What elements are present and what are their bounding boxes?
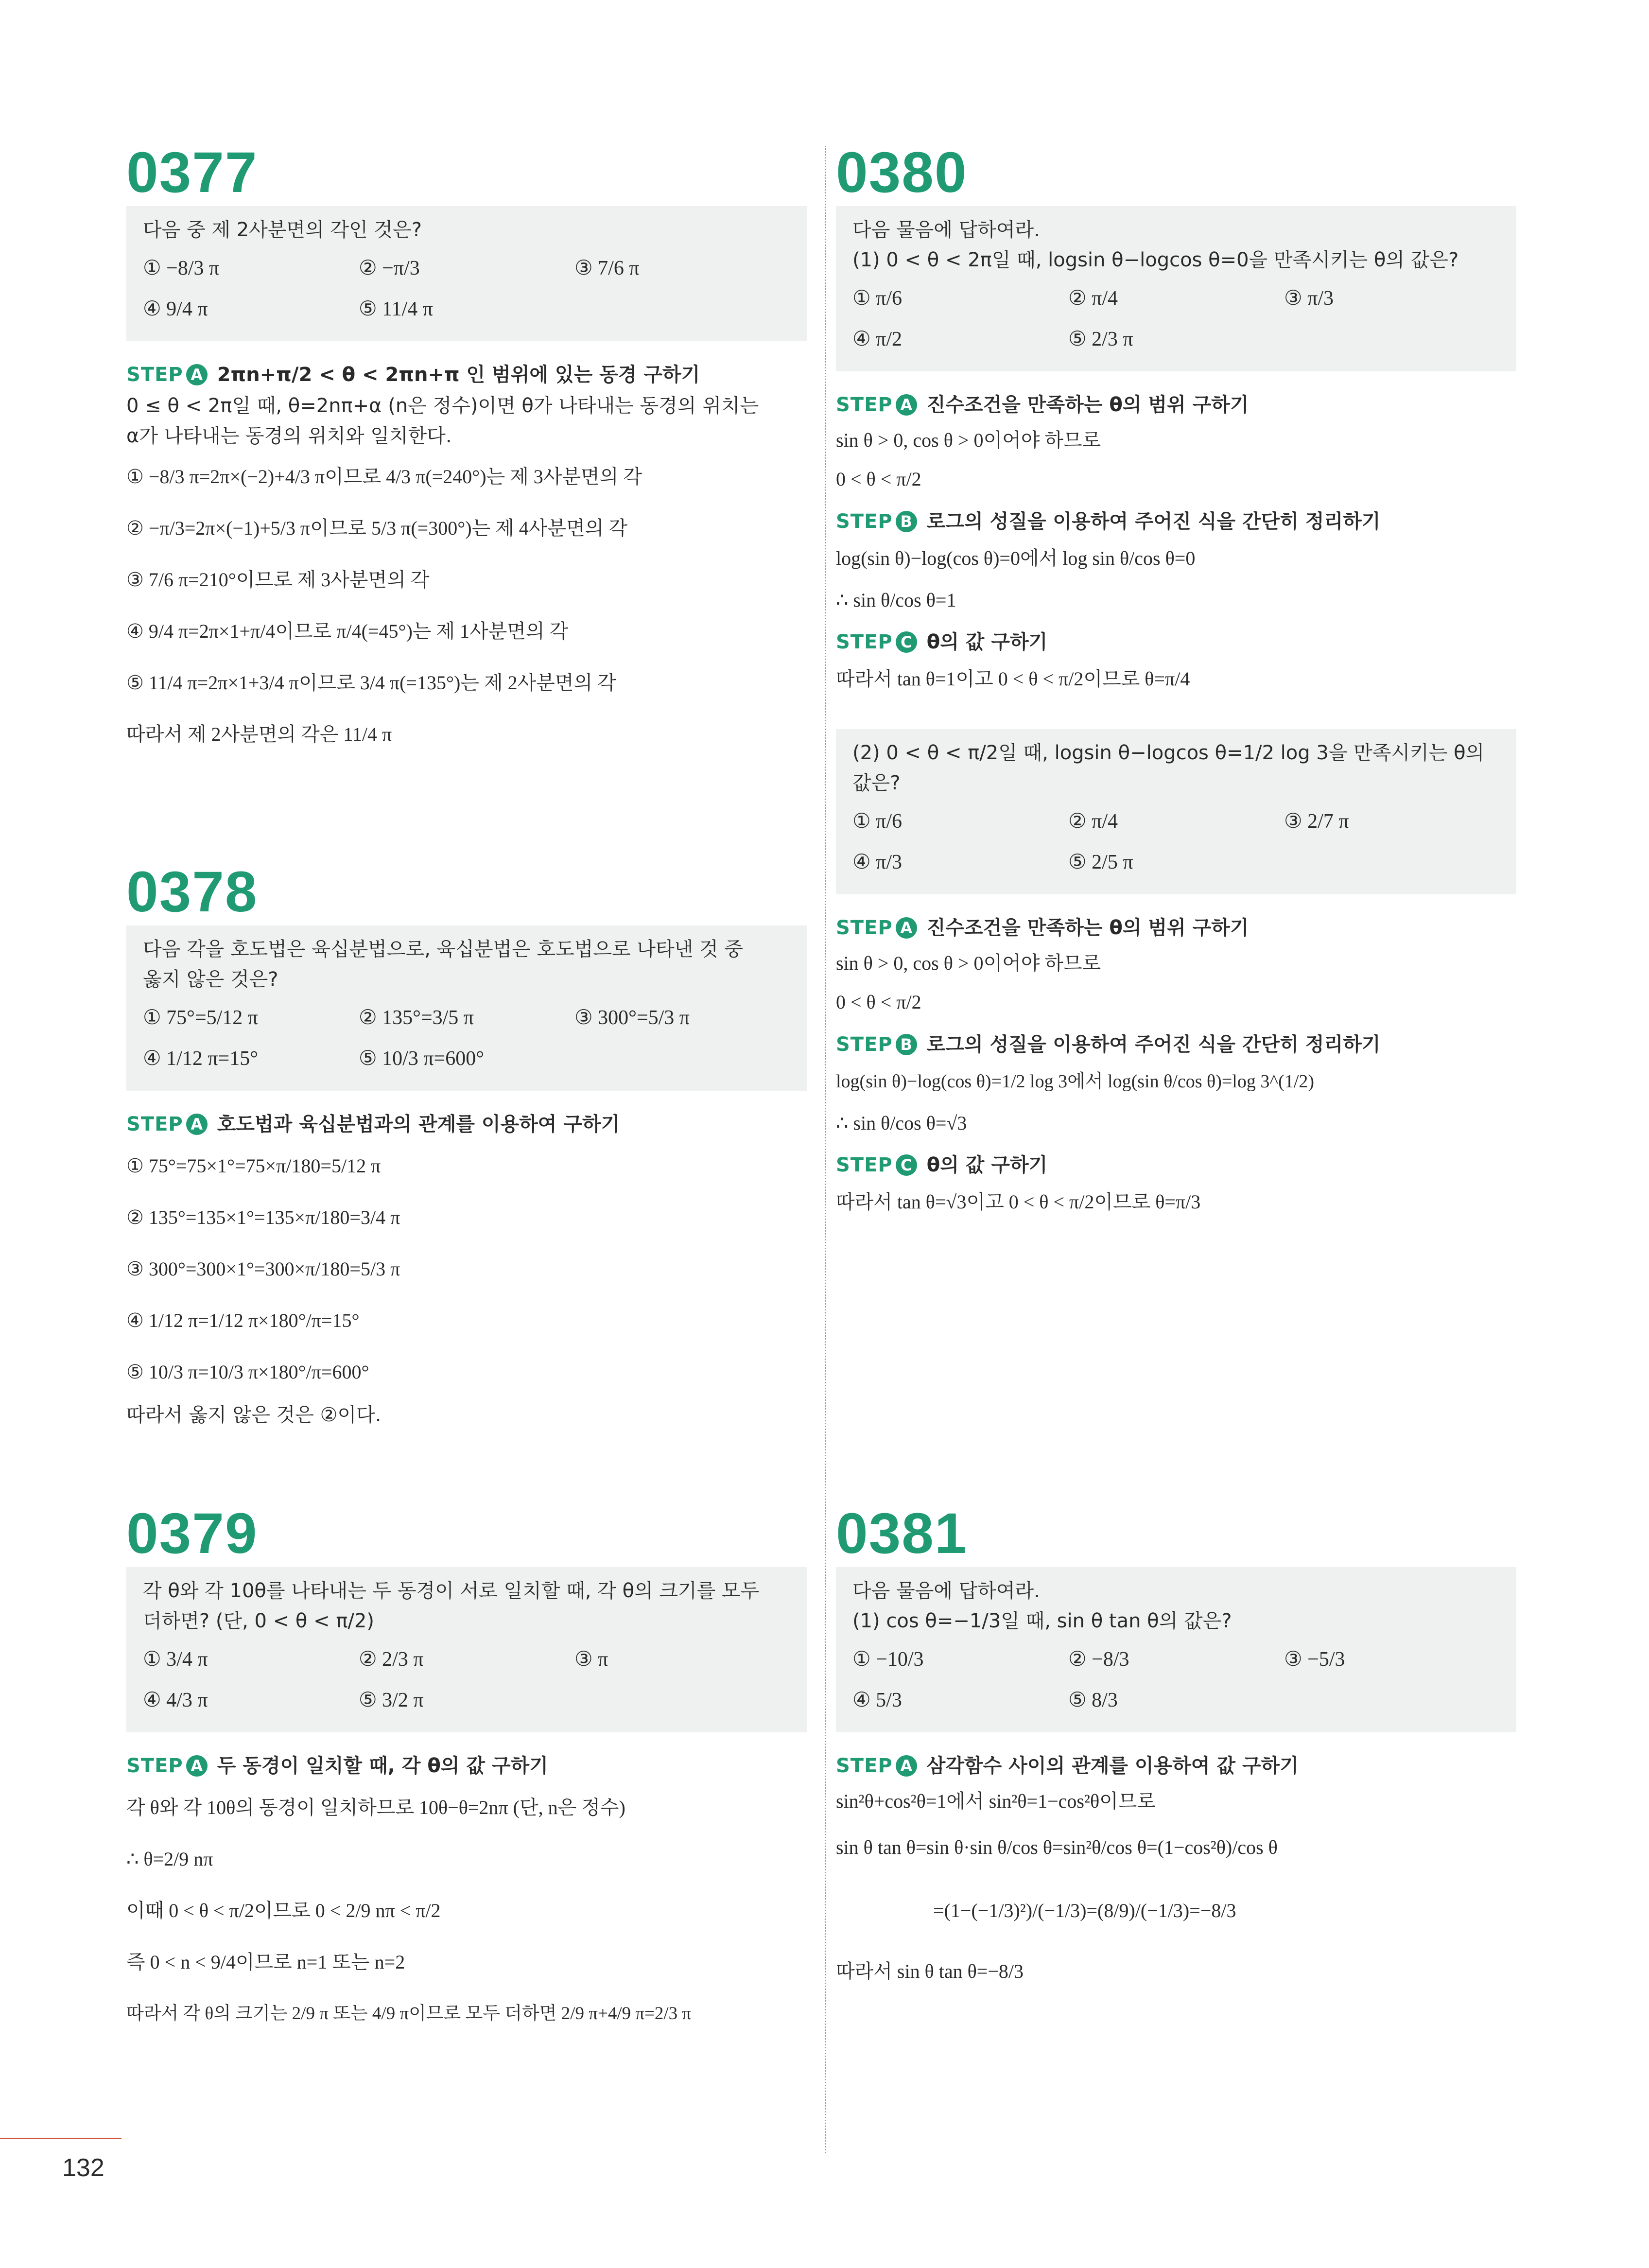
question-text: 옳지 않은 것은? bbox=[143, 968, 278, 991]
question-box bbox=[126, 925, 807, 1091]
solution-line: sin θ tan θ=sin θ·sin θ/cos θ=sin²θ/cos θ=(1−cos²θ)/cos θ bbox=[836, 1836, 1278, 1858]
choice-4[interactable]: ④ 9/4 π bbox=[143, 298, 208, 320]
step-label: STEP bbox=[836, 1154, 893, 1176]
page-number-rule bbox=[0, 2138, 122, 2139]
question-box bbox=[126, 1567, 807, 1732]
step-badge: A bbox=[186, 1114, 208, 1135]
page-number: 132 bbox=[62, 2154, 104, 2182]
choice-1[interactable]: ① −10/3 bbox=[852, 1648, 924, 1671]
problem-number: 0378 bbox=[126, 860, 258, 924]
step-heading bbox=[126, 1750, 807, 1782]
question-text: 다음 각을 호도법은 육십분법으로, 육십분법은 호도법으로 나타낸 것 중 bbox=[143, 938, 743, 960]
step-badge: A bbox=[896, 394, 917, 416]
solution-line: ④ 9/4 π=2π×1+π/4이므로 π/4(=45°)는 제 1사분면의 각 bbox=[126, 620, 569, 642]
step-label: STEP bbox=[836, 917, 893, 939]
step-heading bbox=[836, 389, 1516, 421]
solution-line: 따라서 각 θ의 크기는 2/9 π 또는 4/9 π이므로 모두 더하면 2/9 π+4/9 π=2/3 π bbox=[126, 2004, 692, 2024]
problem-number: 0379 bbox=[126, 1501, 258, 1566]
solution-line: ① 75°=75×1°=75×π/180=5/12 π bbox=[126, 1155, 381, 1177]
question-text: (2) 0 < θ < π/2일 때, logsin θ−logcos θ=1/2 log 3을 만족시키는 θ의 bbox=[852, 742, 1485, 764]
choice-list bbox=[852, 278, 1500, 360]
solution-line: ③ 7/6 π=210°이므로 제 3사분면의 각 bbox=[126, 569, 430, 591]
step-title: 삼각함수 사이의 관계를 이용하여 값 구하기 bbox=[926, 1755, 1299, 1777]
solution-line: sin²θ+cos²θ=1에서 sin²θ=1−cos²θ이므로 bbox=[836, 1790, 1156, 1812]
step-title: 로그의 성질을 이용하여 주어진 식을 간단히 정리하기 bbox=[926, 1033, 1381, 1056]
problem-number: 0380 bbox=[836, 140, 968, 205]
choice-5[interactable]: ⑤ 10/3 π=600° bbox=[359, 1047, 485, 1070]
question-text: (1) 0 < θ < 2π일 때, logsin θ−logcos θ=0을 만족시키는 θ의 값은? bbox=[852, 249, 1459, 271]
choice-1[interactable]: ① π/6 bbox=[852, 810, 903, 833]
solution-line: ∴ θ=2/9 nπ bbox=[126, 1848, 213, 1870]
step-heading bbox=[836, 1149, 1516, 1181]
choice-2[interactable]: ② π/4 bbox=[1068, 287, 1118, 310]
solution-line: =(1−(−1/3)²)/(−1/3)=(8/9)/(−1/3)=−8/3 bbox=[933, 1900, 1236, 1921]
step-label: STEP bbox=[836, 631, 893, 653]
choice-3[interactable]: ③ 300°=5/3 π bbox=[574, 1007, 690, 1029]
step-title: 진수조건을 만족하는 θ의 범위 구하기 bbox=[926, 394, 1249, 416]
step-heading bbox=[836, 626, 1516, 658]
solution-line: α가 나타내는 동경의 위치와 일치한다. bbox=[126, 425, 452, 447]
choice-2[interactable]: ② 2/3 π bbox=[359, 1648, 424, 1671]
solution-line: ② −π/3=2π×(−1)+5/3 π이므로 5/3 π(=300°)는 제 4사분면의 각 bbox=[126, 517, 628, 539]
step-title: 호도법과 육십분법과의 관계를 이용하여 구하기 bbox=[217, 1113, 620, 1135]
step-title: 로그의 성질을 이용하여 주어진 식을 간단히 정리하기 bbox=[926, 510, 1381, 533]
step-label: STEP bbox=[126, 364, 183, 386]
solution-line: log(sin θ)−log(cos θ)=0에서 log sin θ/cos θ=0 bbox=[836, 547, 1196, 569]
choice-2[interactable]: ② 135°=3/5 π bbox=[359, 1007, 474, 1029]
problem-number: 0381 bbox=[836, 1501, 968, 1566]
solution-line: log(sin θ)−log(cos θ)=1/2 log 3에서 log(sin θ/cos θ)=log 3^(1/2) bbox=[836, 1071, 1315, 1092]
step-label: STEP bbox=[126, 1113, 183, 1135]
choice-2[interactable]: ② −8/3 bbox=[1068, 1648, 1129, 1671]
step-heading bbox=[126, 1108, 807, 1140]
step-title: 두 동경이 일치할 때, 각 θ의 값 구하기 bbox=[217, 1755, 548, 1777]
choice-2[interactable]: ② π/4 bbox=[1068, 810, 1118, 833]
solution-line: ⑤ 11/4 π=2π×1+3/4 π이므로 3/4 π(=135°)는 제 2사분면의 각 bbox=[126, 672, 616, 694]
solution-line: 따라서 sin θ tan θ=−8/3 bbox=[836, 1960, 1024, 1982]
problem-0381 bbox=[836, 1502, 1516, 1996]
step-label: STEP bbox=[836, 1755, 893, 1777]
solution-line: ② 135°=135×1°=135×π/180=3/4 π bbox=[126, 1206, 400, 1228]
problem-0379 bbox=[126, 1502, 807, 2040]
step-label: STEP bbox=[126, 1755, 183, 1777]
step-label: STEP bbox=[836, 1033, 893, 1056]
solution-line: 각 θ와 각 10θ의 동경이 일치하므로 10θ−θ=2nπ (단, n은 정수) bbox=[126, 1797, 625, 1818]
question-box bbox=[836, 206, 1516, 371]
step-heading bbox=[836, 1029, 1516, 1061]
step-badge: A bbox=[186, 364, 208, 385]
step-label: STEP bbox=[836, 394, 893, 416]
solution-line: 이때 0 < θ < π/2이므로 0 < 2/9 nπ < π/2 bbox=[126, 1900, 441, 1921]
problem-0377 bbox=[126, 141, 807, 760]
question-text: 더하면? (단, 0 < θ < π/2) bbox=[143, 1610, 374, 1632]
choice-list bbox=[143, 1639, 790, 1721]
solution-line: sin θ > 0, cos θ > 0이어야 하므로 bbox=[836, 429, 1101, 451]
choice-1[interactable]: ① 3/4 π bbox=[143, 1648, 208, 1671]
solution-line: ④ 1/12 π=1/12 π×180°/π=15° bbox=[126, 1309, 360, 1331]
solution-line: ① −8/3 π=2π×(−2)+4/3 π이므로 4/3 π(=240°)는 제 3사분면의 각 bbox=[126, 466, 642, 488]
choice-2[interactable]: ② −π/3 bbox=[359, 257, 420, 279]
step-label: STEP bbox=[836, 510, 893, 533]
step-badge: C bbox=[896, 1154, 917, 1176]
solution-line: 0 < θ < π/2 bbox=[836, 991, 921, 1013]
step-title: θ의 값 구하기 bbox=[926, 1154, 1048, 1176]
choice-4[interactable]: ④ 1/12 π=15° bbox=[143, 1047, 259, 1070]
choice-list bbox=[852, 1639, 1500, 1721]
question-box bbox=[126, 206, 807, 341]
choice-1[interactable]: ① π/6 bbox=[852, 287, 903, 310]
choice-list bbox=[143, 997, 790, 1079]
step-badge: B bbox=[896, 1034, 917, 1055]
choice-4[interactable]: ④ 5/3 bbox=[852, 1689, 902, 1711]
step-heading bbox=[836, 506, 1516, 538]
question-text: (1) cos θ=−1/3일 때, sin θ tan θ의 값은? bbox=[852, 1610, 1232, 1632]
solution-line: ⑤ 10/3 π=10/3 π×180°/π=600° bbox=[126, 1361, 369, 1383]
step-badge: B bbox=[896, 511, 917, 532]
step-heading bbox=[126, 359, 807, 391]
choice-5[interactable]: ⑤ 11/4 π bbox=[359, 298, 433, 320]
question-text: 각 θ와 각 10θ를 나타내는 두 동경이 서로 일치할 때, 각 θ의 크기를 모두 bbox=[143, 1580, 760, 1602]
step-heading bbox=[836, 912, 1516, 944]
step-badge: A bbox=[896, 917, 917, 939]
step-title: 진수조건을 만족하는 θ의 범위 구하기 bbox=[926, 917, 1249, 939]
solution-line: 따라서 옳지 않은 것은 ②이다. bbox=[126, 1404, 382, 1426]
question-text: 다음 물음에 답하여라. bbox=[852, 219, 1040, 241]
solution-line: ③ 300°=300×1°=300×π/180=5/3 π bbox=[126, 1258, 400, 1280]
question-box-part-2 bbox=[836, 729, 1516, 894]
choice-3[interactable]: ③ 7/6 π bbox=[574, 257, 640, 279]
solution-line: 0 ≤ θ < 2π일 때, θ=2nπ+α (n은 정수)이면 θ가 나타내는 동경의 위치는 bbox=[126, 395, 759, 417]
solution-line: sin θ > 0, cos θ > 0이어야 하므로 bbox=[836, 952, 1101, 974]
choice-5[interactable]: ⑤ 2/3 π bbox=[1068, 328, 1133, 350]
solution-line: 즉 0 < n < 9/4이므로 n=1 또는 n=2 bbox=[126, 1951, 405, 1973]
step-title: 2πn+π/2 < θ < 2πn+π 인 범위에 있는 동경 구하기 bbox=[217, 364, 700, 386]
choice-4[interactable]: ④ 4/3 π bbox=[143, 1689, 208, 1711]
question-box bbox=[836, 1567, 1516, 1732]
step-badge: A bbox=[186, 1755, 208, 1777]
step-heading bbox=[836, 1750, 1516, 1782]
solution-line: ∴ sin θ/cos θ=1 bbox=[836, 589, 956, 611]
problem-0378 bbox=[126, 860, 807, 1432]
choice-5[interactable]: ⑤ 2/5 π bbox=[1068, 851, 1133, 873]
solution-line: 따라서 tan θ=1이고 0 < θ < π/2이므로 θ=π/4 bbox=[836, 668, 1190, 690]
choice-4[interactable]: ④ π/3 bbox=[852, 851, 903, 873]
choice-3[interactable]: ③ 2/7 π bbox=[1284, 810, 1349, 833]
solution-line: ∴ sin θ/cos θ=√3 bbox=[836, 1112, 967, 1134]
column-divider bbox=[825, 146, 826, 2153]
choice-1[interactable]: ① −8/3 π bbox=[143, 257, 220, 279]
problem-number: 0377 bbox=[126, 140, 258, 205]
choice-list bbox=[143, 248, 790, 330]
choice-1[interactable]: ① 75°=5/12 π bbox=[143, 1007, 259, 1029]
solution-line: 0 < θ < π/2 bbox=[836, 468, 921, 490]
step-badge: A bbox=[896, 1755, 917, 1777]
question-text: 다음 중 제 2사분면의 각인 것은? bbox=[143, 219, 422, 241]
solution-line: 따라서 tan θ=√3이고 0 < θ < π/2이므로 θ=π/3 bbox=[836, 1191, 1201, 1213]
choice-3[interactable]: ③ −5/3 bbox=[1284, 1648, 1345, 1671]
choice-5[interactable]: ⑤ 3/2 π bbox=[359, 1689, 424, 1711]
choice-3[interactable]: ③ π bbox=[574, 1648, 608, 1671]
step-badge: C bbox=[896, 631, 917, 653]
question-text: 다음 물음에 답하여라. bbox=[852, 1580, 1040, 1602]
choice-4[interactable]: ④ π/2 bbox=[852, 328, 903, 350]
problem-0380 bbox=[836, 141, 1516, 1223]
choice-5[interactable]: ⑤ 8/3 bbox=[1068, 1689, 1118, 1711]
solution-line: 따라서 제 2사분면의 각은 11/4 π bbox=[126, 723, 392, 745]
choice-3[interactable]: ③ π/3 bbox=[1284, 287, 1334, 310]
choice-list bbox=[852, 801, 1500, 883]
step-title: θ의 값 구하기 bbox=[926, 631, 1048, 653]
question-text: 값은? bbox=[852, 772, 901, 794]
